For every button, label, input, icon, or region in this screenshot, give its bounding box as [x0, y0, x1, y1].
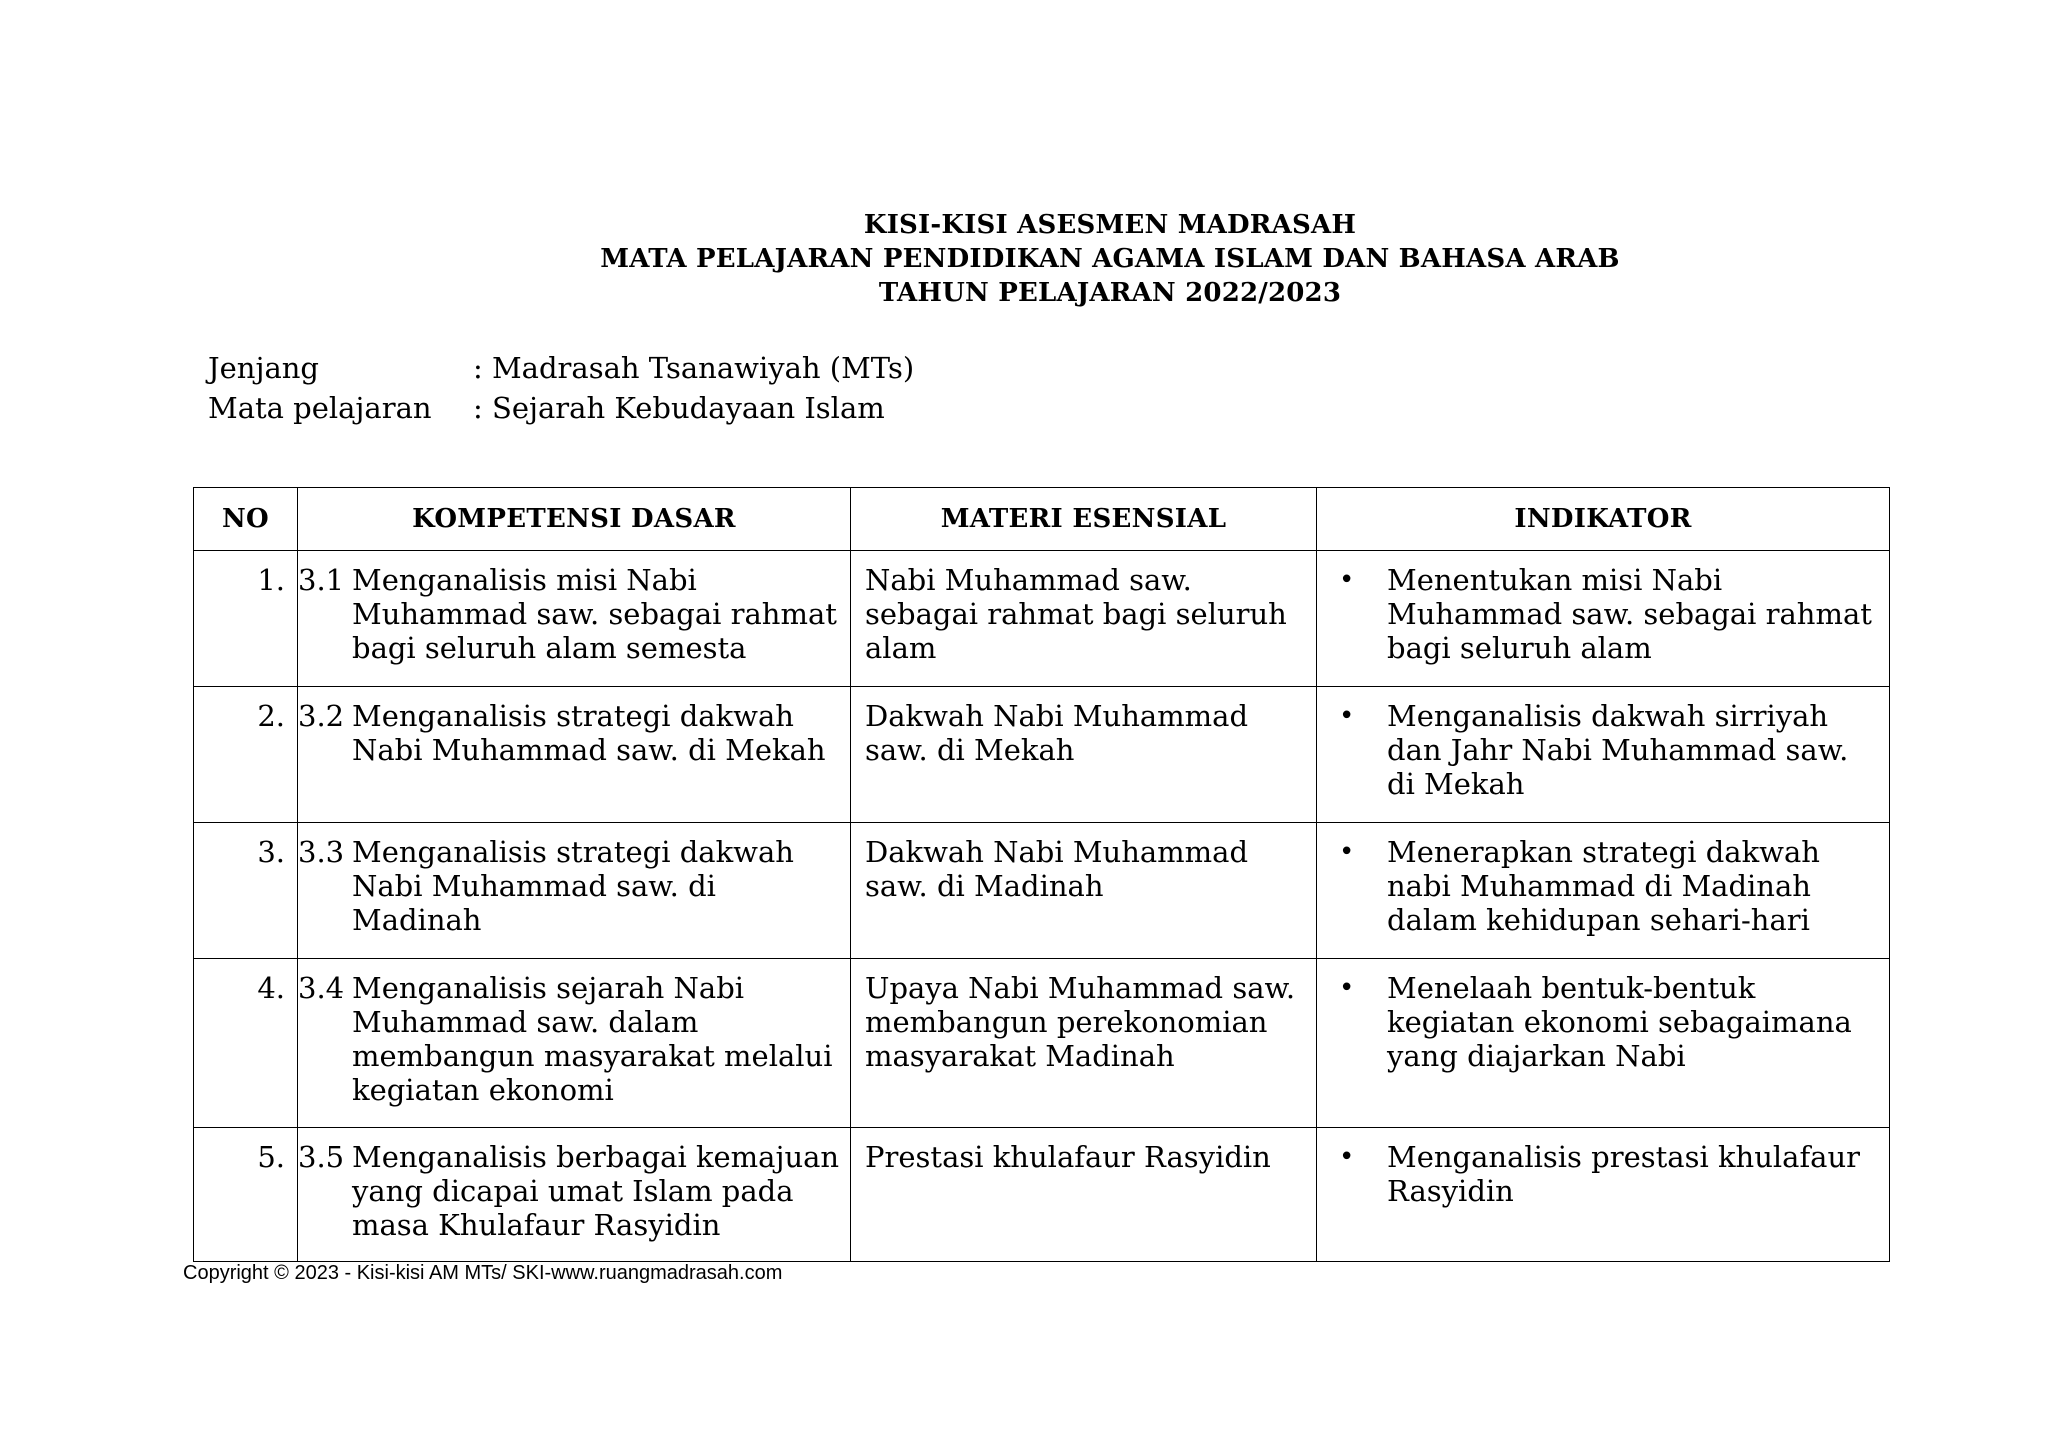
indikator-text: Menelaah bentuk-bentuk kegiatan ekonomi sebagaimana yang diajarkan Nabi [1387, 971, 1852, 1073]
document-meta [208, 348, 914, 428]
bullet-icon: • [1339, 1142, 1355, 1172]
kd-code: 3.1 [298, 563, 345, 597]
table-row [194, 687, 1890, 823]
title-line-2: MATA PELAJARAN PENDIDIKAN AGAMA ISLAM DAN BAHASA ARAB [600, 244, 1620, 274]
kisi-kisi-table [193, 487, 1890, 1262]
kd-code: 3.3 [298, 835, 345, 869]
kompetensi-dasar-cell [298, 551, 851, 687]
table-row [194, 551, 1890, 687]
row-number: 3. [194, 823, 298, 959]
indikator-cell [1317, 687, 1890, 823]
kd-text: Menganalisis berbagai kemajuan yang dicapai umat Islam pada masa Khulafaur Rasyidin [352, 1140, 840, 1242]
document-title [0, 208, 2048, 310]
header-materi-esensial: MATERI ESENSIAL [851, 488, 1317, 551]
bullet-icon: • [1339, 701, 1355, 731]
mapel-label: Mata pelajaran [208, 391, 432, 425]
kd-code: 3.4 [298, 971, 345, 1005]
indikator-cell [1317, 551, 1890, 687]
row-number: 1. [194, 551, 298, 687]
meta-row-mapel [208, 388, 914, 428]
kd-text: Menganalisis strategi dakwah Nabi Muhammad saw. di Mekah [352, 699, 826, 767]
meta-row-jenjang [208, 348, 914, 388]
indikator-text: Menganalisis dakwah sirriyah dan Jahr Nabi Muhammad saw. di Mekah [1387, 699, 1849, 801]
mapel-value: : Sejarah Kebudayaan Islam [473, 391, 885, 425]
row-number: 4. [194, 959, 298, 1128]
title-line-3: TAHUN PELAJARAN 2022/2023 [878, 278, 1342, 308]
table-header-row [194, 488, 1890, 551]
kd-code: 3.5 [298, 1140, 345, 1174]
materi-esensial-cell: Nabi Muhammad saw. sebagai rahmat bagi seluruh alam [851, 551, 1317, 687]
kd-text: Menganalisis sejarah Nabi Muhammad saw. dalam membangun masyarakat melalui kegiatan ekonomi [352, 971, 833, 1107]
kompetensi-dasar-cell [298, 823, 851, 959]
jenjang-label: Jenjang [208, 351, 319, 385]
indikator-text: Menganalisis prestasi khulafaur Rasyidin [1387, 1140, 1861, 1208]
materi-esensial-cell: Upaya Nabi Muhammad saw. membangun perekonomian masyarakat Madinah [851, 959, 1317, 1128]
table-row [194, 959, 1890, 1128]
row-number: 5. [194, 1128, 298, 1262]
table-row [194, 823, 1890, 959]
header-no: NO [194, 488, 298, 551]
kompetensi-dasar-cell [298, 687, 851, 823]
kompetensi-dasar-cell [298, 1128, 851, 1262]
indikator-cell [1317, 823, 1890, 959]
indikator-text: Menentukan misi Nabi Muhammad saw. sebagai rahmat bagi seluruh alam [1387, 563, 1872, 665]
title-line-1: KISI-KISI ASESMEN MADRASAH [863, 210, 1357, 240]
bullet-icon: • [1339, 973, 1355, 1003]
materi-esensial-cell: Dakwah Nabi Muhammad saw. di Madinah [851, 823, 1317, 959]
header-kompetensi-dasar: KOMPETENSI DASAR [298, 488, 851, 551]
indikator-text: Menerapkan strategi dakwah nabi Muhammad di Madinah dalam kehidupan sehari-hari [1387, 835, 1820, 937]
header-indikator: INDIKATOR [1317, 488, 1890, 551]
copyright-footer: Copyright © 2023 - Kisi-kisi AM MTs/ SKI-www.ruangmadrasah.com [183, 1262, 783, 1284]
bullet-icon: • [1339, 565, 1355, 595]
materi-esensial-cell: Dakwah Nabi Muhammad saw. di Mekah [851, 687, 1317, 823]
table-row [194, 1128, 1890, 1262]
indikator-cell [1317, 959, 1890, 1128]
indikator-cell [1317, 1128, 1890, 1262]
row-number: 2. [194, 687, 298, 823]
kd-text: Menganalisis misi Nabi Muhammad saw. sebagai rahmat bagi seluruh alam semesta [352, 563, 837, 665]
kd-text: Menganalisis strategi dakwah Nabi Muhammad saw. di Madinah [352, 835, 794, 937]
kompetensi-dasar-cell [298, 959, 851, 1128]
materi-esensial-cell: Prestasi khulafaur Rasyidin [851, 1128, 1317, 1262]
bullet-icon: • [1339, 837, 1355, 867]
kd-code: 3.2 [298, 699, 345, 733]
jenjang-value: : Madrasah Tsanawiyah (MTs) [473, 351, 915, 385]
